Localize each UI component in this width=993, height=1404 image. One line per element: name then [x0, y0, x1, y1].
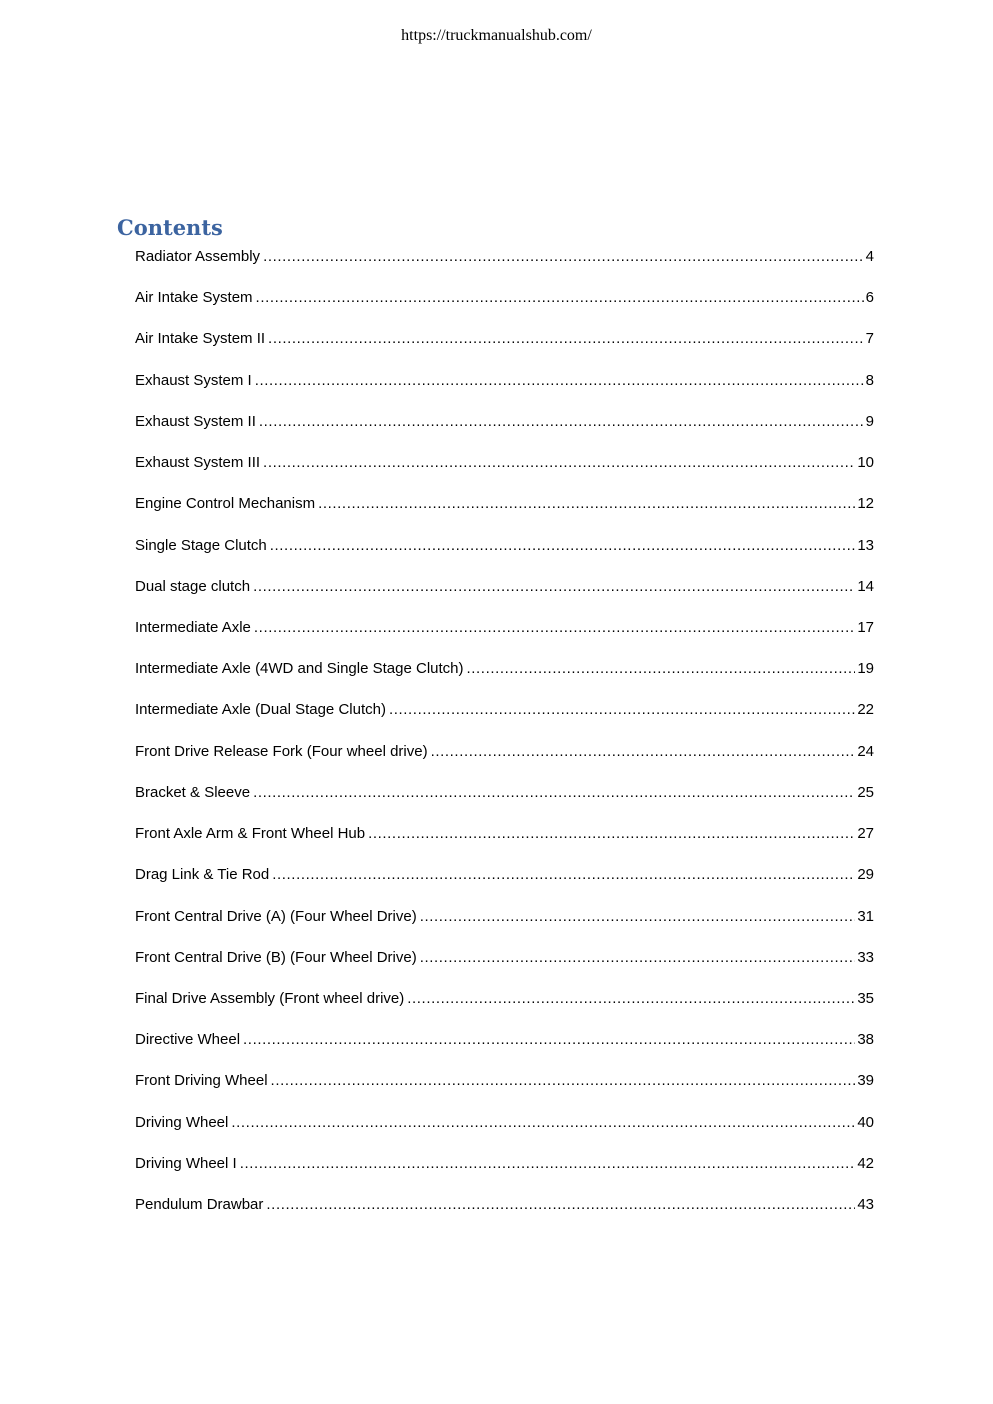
- toc-entry-label: Front Drive Release Fork (Four wheel drive): [135, 742, 428, 760]
- toc-dot-leader: [263, 246, 864, 268]
- toc-entry-label: Intermediate Axle: [135, 618, 251, 636]
- toc-entry-drag-link-tie-rod[interactable]: [135, 864, 874, 905]
- toc-entry-label: Air Intake System II: [135, 330, 266, 348]
- toc-dot-leader: [256, 287, 864, 309]
- toc-entry-air-intake-system-ii[interactable]: [135, 328, 874, 369]
- toc-entry-bracket-sleeve[interactable]: [135, 782, 874, 823]
- toc-entry-front-central-drive-a[interactable]: [135, 906, 874, 947]
- toc-entry-label: Directive Wheel: [135, 1031, 241, 1049]
- toc-entry-page: 12: [857, 495, 874, 513]
- toc-entry-page: 27: [857, 825, 874, 843]
- toc-entry-driving-wheel[interactable]: [135, 1112, 874, 1153]
- toc-entry-page: 42: [857, 1154, 874, 1172]
- toc-entry-page: 40: [857, 1113, 874, 1131]
- header-url[interactable]: https://truckmanualshub.com/: [401, 27, 592, 44]
- toc-entry-air-intake-system[interactable]: [135, 287, 874, 328]
- toc-entry-label: Driving Wheel I: [135, 1154, 237, 1172]
- toc-list: [135, 246, 874, 1235]
- toc-dot-leader: [268, 328, 864, 350]
- toc-entry-label: Front Central Drive (A) (Four Wheel Drive): [135, 907, 417, 925]
- toc-entry-driving-wheel-i[interactable]: [135, 1153, 874, 1194]
- toc-entry-single-stage-clutch[interactable]: [135, 535, 874, 576]
- toc-entry-page: 29: [857, 866, 874, 884]
- toc-entry-label: Pendulum Drawbar: [135, 1196, 264, 1214]
- toc-dot-leader: [240, 1153, 856, 1175]
- toc-dot-leader: [259, 411, 864, 433]
- toc-entry-page: 4: [865, 248, 874, 265]
- toc-entry-dual-stage-clutch[interactable]: [135, 576, 874, 617]
- toc-entry-label: Exhaust System II: [135, 412, 256, 430]
- toc-entry-page: 35: [857, 989, 874, 1007]
- toc-entry-directive-wheel[interactable]: [135, 1029, 874, 1070]
- toc-entry-radiator-assembly[interactable]: [135, 246, 874, 287]
- toc-entry-page: 24: [857, 742, 874, 760]
- toc-dot-leader: [271, 1070, 856, 1092]
- toc-entry-label: Final Drive Assembly (Front wheel drive): [135, 989, 405, 1007]
- toc-title: Contents: [117, 215, 223, 240]
- toc-dot-leader: [420, 947, 856, 969]
- toc-entry-page: 6: [865, 289, 874, 307]
- toc-entry-engine-control-mechanism[interactable]: [135, 493, 874, 534]
- toc-entry-label: Intermediate Axle (Dual Stage Clutch): [135, 701, 386, 719]
- toc-entry-label: Driving Wheel: [135, 1113, 229, 1131]
- toc-entry-label: Exhaust System I: [135, 371, 252, 389]
- toc-entry-front-drive-release-fork[interactable]: [135, 741, 874, 782]
- toc-entry-page: 17: [857, 618, 874, 636]
- toc-entry-front-axle-arm[interactable]: [135, 823, 874, 864]
- toc-entry-front-central-drive-b[interactable]: [135, 947, 874, 988]
- toc-dot-leader: [253, 782, 855, 804]
- toc-entry-exhaust-system-iii[interactable]: [135, 452, 874, 493]
- toc-dot-leader: [231, 1112, 855, 1134]
- toc-entry-page: 43: [857, 1196, 874, 1214]
- toc-dot-leader: [253, 576, 855, 598]
- toc-dot-leader: [389, 699, 855, 721]
- toc-entry-page: 39: [857, 1072, 874, 1090]
- toc-entry-page: 19: [857, 660, 874, 678]
- toc-dot-leader: [263, 452, 855, 474]
- toc-entry-exhaust-system-i[interactable]: [135, 370, 874, 411]
- toc-dot-leader: [266, 1194, 855, 1216]
- toc-entry-page: 33: [857, 948, 874, 966]
- toc-entry-label: Front Axle Arm & Front Wheel Hub: [135, 825, 366, 843]
- toc-entry-label: Single Stage Clutch: [135, 536, 267, 554]
- toc-entry-intermediate-axle-dual[interactable]: [135, 699, 874, 740]
- toc-entry-page: 13: [857, 536, 874, 554]
- toc-entry-page: 38: [857, 1031, 874, 1049]
- toc-dot-leader: [467, 658, 856, 680]
- toc-dot-leader: [420, 906, 856, 928]
- toc-entry-final-drive-assembly[interactable]: [135, 988, 874, 1029]
- toc-entry-exhaust-system-ii[interactable]: [135, 411, 874, 452]
- toc-entry-page: 7: [865, 330, 874, 348]
- toc-dot-leader: [255, 370, 864, 392]
- toc-dot-leader: [270, 535, 856, 557]
- toc-entry-page: 25: [857, 783, 874, 801]
- toc-entry-front-driving-wheel[interactable]: [135, 1070, 874, 1111]
- toc-entry-label: Radiator Assembly: [135, 248, 261, 265]
- toc-dot-leader: [407, 988, 855, 1010]
- toc-entry-page: 14: [857, 577, 874, 595]
- toc-entry-label: Front Central Drive (B) (Four Wheel Drive): [135, 948, 417, 966]
- toc-entry-intermediate-axle[interactable]: [135, 617, 874, 658]
- toc-entry-pendulum-drawbar[interactable]: [135, 1194, 874, 1235]
- toc-entry-label: Exhaust System III: [135, 454, 261, 472]
- toc-entry-page: 8: [865, 371, 874, 389]
- toc-entry-label: Intermediate Axle (4WD and Single Stage Clutch): [135, 660, 464, 678]
- toc-dot-leader: [243, 1029, 855, 1051]
- toc-entry-label: Dual stage clutch: [135, 577, 251, 595]
- toc-dot-leader: [272, 864, 855, 886]
- toc-dot-leader: [254, 617, 855, 639]
- toc-entry-label: Bracket & Sleeve: [135, 783, 251, 801]
- toc-entry-label: Engine Control Mechanism: [135, 495, 316, 513]
- toc-entry-intermediate-axle-4wd[interactable]: [135, 658, 874, 699]
- toc-dot-leader: [318, 493, 855, 515]
- toc-entry-label: Air Intake System: [135, 289, 253, 307]
- toc-entry-page: 10: [857, 454, 874, 472]
- toc-entry-page: 31: [857, 907, 874, 925]
- toc-entry-page: 9: [865, 412, 874, 430]
- toc-entry-label: Front Driving Wheel: [135, 1072, 268, 1090]
- toc-dot-leader: [431, 741, 856, 763]
- toc-entry-label: Drag Link & Tie Rod: [135, 866, 270, 884]
- toc-entry-page: 22: [857, 701, 874, 719]
- toc-dot-leader: [368, 823, 855, 845]
